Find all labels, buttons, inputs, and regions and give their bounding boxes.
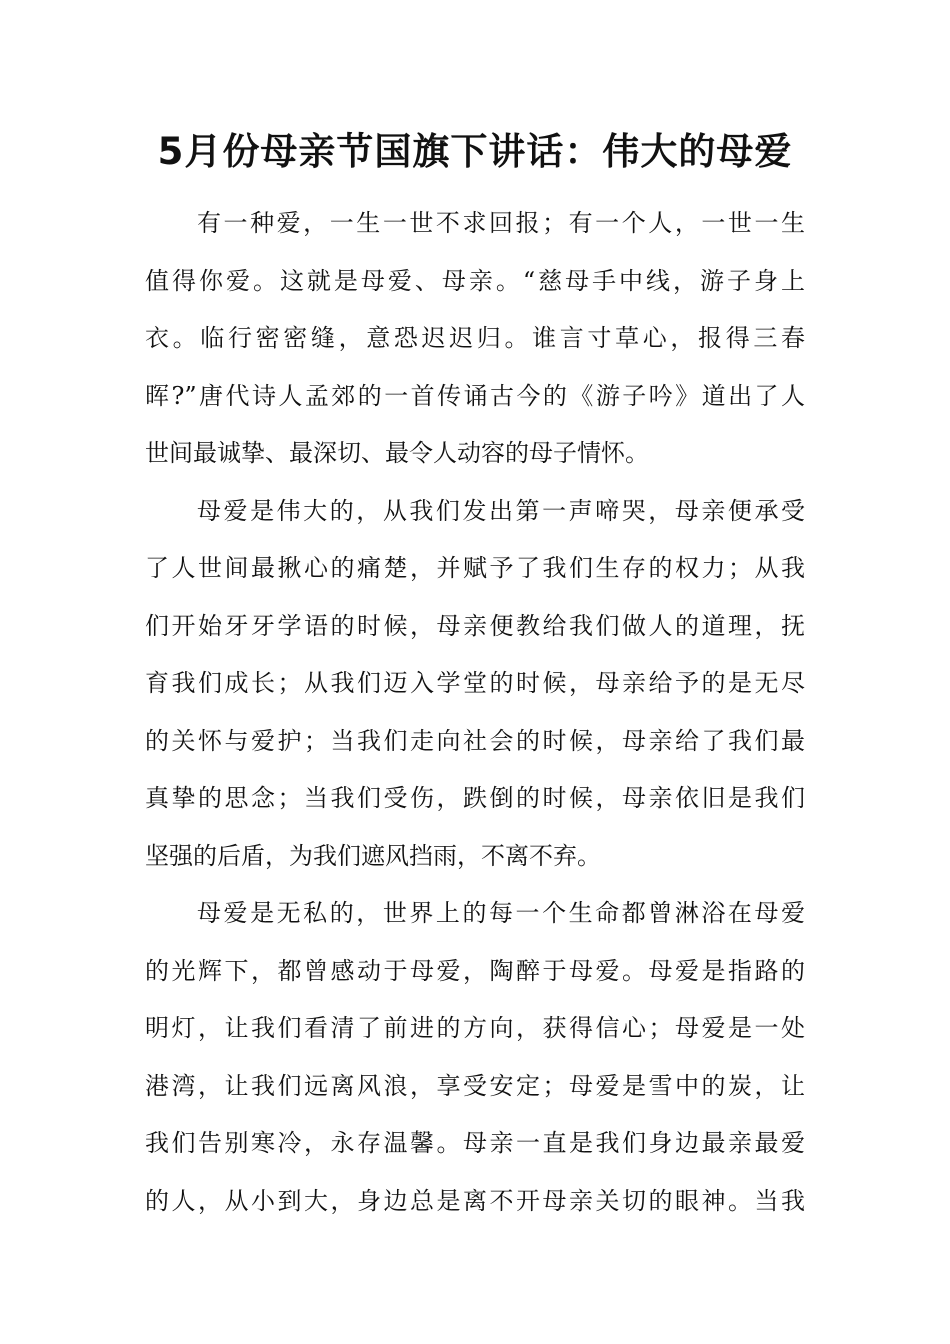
paragraph-1 xyxy=(145,199,805,487)
text-line: 衣。临行密密缝，意恐迟迟归。谁言寸草心，报得三春 xyxy=(145,324,805,352)
text-line: 世间最诚挚、最深切、最令人动容的母子情怀。 xyxy=(145,439,649,467)
paragraph-3 xyxy=(145,889,805,1234)
text-line: 育我们成长；从我们迈入学堂的时候，母亲给予的是无尽 xyxy=(145,669,805,697)
document-body xyxy=(145,199,805,1234)
text-line: 母爱是无私的，世界上的每一个生命都曾淋浴在母爱 xyxy=(197,899,805,927)
text-line: 们开始牙牙学语的时候，母亲便教给我们做人的道理，抚 xyxy=(145,611,805,640)
text-line: 值得你爱。这就是母爱、母亲。“慈母手中线，游子身上 xyxy=(145,266,805,295)
text-line: 的关怀与爱护；当我们走向社会的时候，母亲给了我们最 xyxy=(145,726,805,755)
text-line: 母爱是伟大的，从我们发出第一声啼哭，母亲便承受 xyxy=(197,496,805,525)
text-line: 我们告别寒冷，永存温馨。母亲一直是我们身边最亲最爱 xyxy=(145,1129,805,1157)
text-line: 真挚的思念；当我们受伤，跌倒的时候，母亲依旧是我们 xyxy=(145,784,805,812)
text-line: 了人世间最揪心的痛楚，并赋予了我们生存的权力；从我 xyxy=(145,554,805,582)
paragraph-2 xyxy=(145,487,805,890)
text-line: 明灯，让我们看清了前进的方向，获得信心；母爱是一处 xyxy=(145,1014,805,1042)
text-line: 的光辉下，都曾感动于母爱，陶醉于母爱。母爱是指路的 xyxy=(145,956,805,985)
document-title: 5月份母亲节国旗下讲话：伟大的母爱 xyxy=(157,130,793,173)
text-line: 的人，从小到大，身边总是离不开母亲关切的眼神。当我 xyxy=(145,1186,805,1215)
text-line: 有一种爱，一生一世不求回报；有一个人，一世一生 xyxy=(197,209,805,237)
text-line: 晖?”唐代诗人孟郊的一首传诵古今的《游子吟》道出了人 xyxy=(145,381,805,410)
text-line: 港湾，让我们远离风浪，享受安定；母爱是雪中的炭，让 xyxy=(145,1071,805,1100)
text-line: 坚强的后盾，为我们遮风挡雨，不离不弃。 xyxy=(145,841,601,870)
